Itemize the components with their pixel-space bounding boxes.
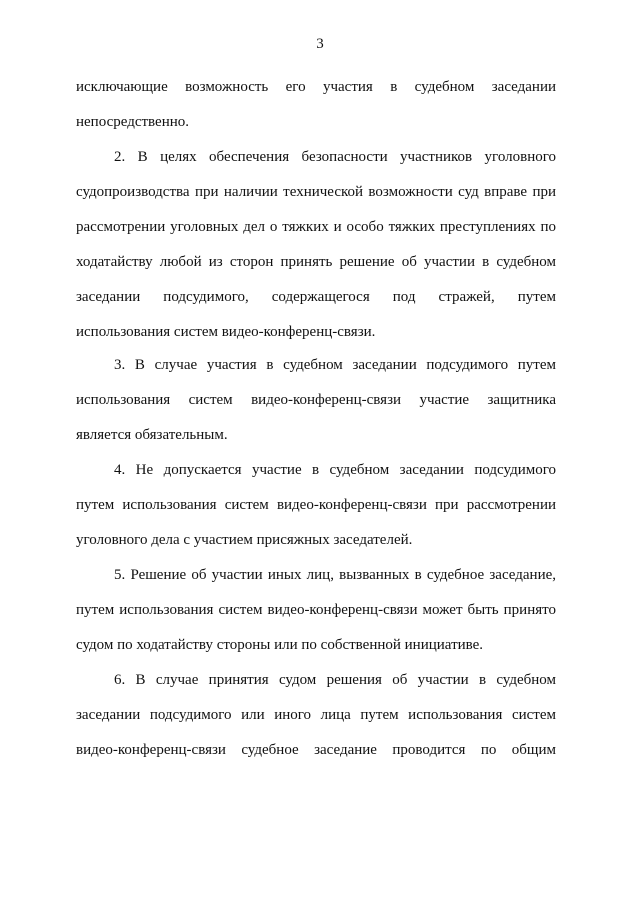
text-line: видео-конференц-связи судебное заседание проводится по общим [76,742,556,758]
text-line: 4. Не допускается участие в судебном заседании подсудимого [114,462,556,478]
text-line: путем использования систем видео-конференц-связи при рассмотрении [76,497,556,513]
text-line: непосредственно. [76,114,190,130]
text-line: заседании подсудимого или иного лица путем использования систем [76,707,556,723]
text-line: судопроизводства при наличии технической возможности суд вправе при [76,184,556,200]
text-line: рассмотрении уголовных дел о тяжких и особо тяжких преступлениях по [76,219,556,235]
text-line: исключающие возможность его участия в судебном заседании [76,79,556,95]
text-line: 6. В случае принятия судом решения об участии в судебном [114,672,556,688]
text-line: заседании подсудимого, содержащегося под стражей, путем [76,289,556,305]
text-line: судом по ходатайству стороны или по собственной инициативе. [76,637,484,653]
text-line: 5. Решение об участии иных лиц, вызванных в судебное заседание, [114,567,556,583]
text-line: использования систем видео-конференц-связи. [76,324,376,340]
page-number: 3 [316,36,324,52]
text-line: путем использования систем видео-конференц-связи может быть принято [76,602,556,618]
text-line: 2. В целях обеспечения безопасности участников уголовного [114,149,556,165]
text-line: уголовного дела с участием присяжных заседателей. [76,532,413,548]
text-line: является обязательным. [76,427,228,443]
text-line: использования систем видео-конференц-связи участие защитника [76,392,556,408]
text-line: ходатайству любой из сторон принять решение об участии в судебном [76,254,556,270]
text-line: 3. В случае участия в судебном заседании подсудимого путем [114,357,556,373]
